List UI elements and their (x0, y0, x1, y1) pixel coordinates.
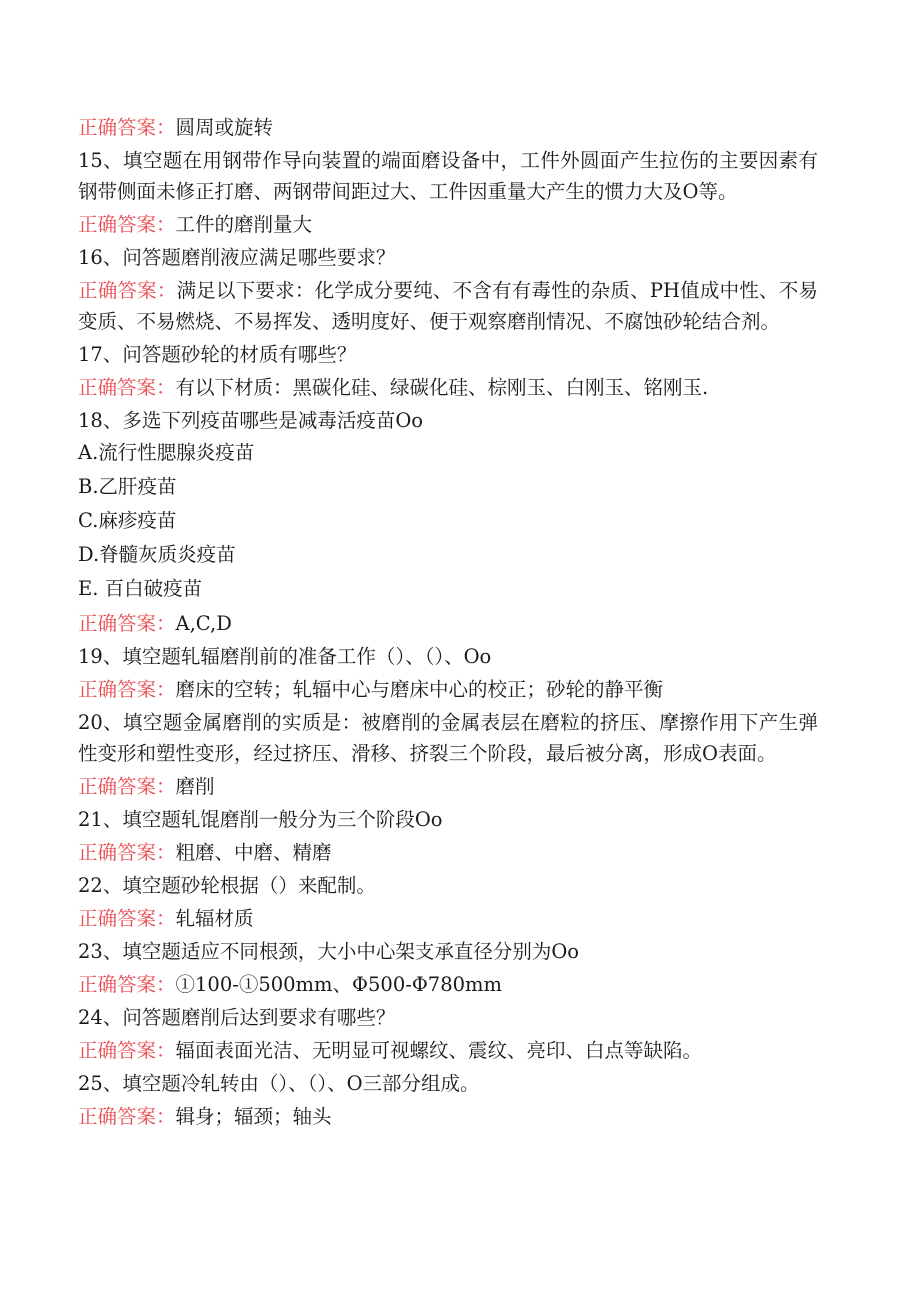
answer-block (78, 608, 818, 639)
answer-text: 辐面表面光洁、无明显可视螺纹、震纹、亮印、白点等缺陷。 (175, 1039, 703, 1062)
answer-label: 正确答案： (78, 973, 176, 996)
question-18: 18、多选下列疫苗哪些是减毒活疫苗Oo (78, 409, 424, 432)
question-25: 25、填空题冷轧转由（）、（）、O三部分组成。 (78, 1072, 480, 1095)
answer-label: 正确答案： (78, 907, 176, 930)
answer-text: ①100-①500mm、Φ500-Φ780mm (175, 973, 503, 996)
answer-label: 正确答案： (78, 1039, 176, 1062)
question-16: 16、问答题磨削液应满足哪些要求？ (78, 246, 396, 269)
answer-block (78, 1035, 818, 1066)
answer-block (78, 903, 818, 934)
question-23: 23、填空题适应不同根颈，大小中心架支承直径分别为Oo (78, 940, 580, 963)
answer-label: 正确答案： (78, 775, 176, 798)
option-b: B.乙肝疫苗 (78, 475, 177, 498)
question-19: 19、填空题轧辐磨削前的准备工作（）、（）、Oo (78, 645, 492, 668)
question-24: 24、问答题磨削后达到要求有哪些？ (78, 1006, 396, 1029)
question-22: 22、填空题砂轮根据（）来配制。 (78, 874, 376, 897)
answer-text: 工件的磨削量大 (175, 213, 313, 236)
answer-block (78, 209, 818, 240)
question-17: 17、问答题砂轮的材质有哪些？ (78, 343, 357, 366)
answer-block (78, 112, 818, 143)
answer-label: 正确答案： (78, 279, 177, 302)
answer-text: 磨削 (175, 775, 215, 798)
answer-label: 正确答案： (78, 116, 176, 139)
answer-label: 正确答案： (78, 612, 176, 635)
answer-text: A,C,D (175, 612, 232, 635)
answer-label: 正确答案： (78, 678, 176, 701)
question-21: 21、填空题轧馄磨削一般分为三个阶段Oo (78, 808, 443, 831)
answer-text: 磨床的空转；轧辐中心与磨床中心的校正；砂轮的静平衡 (175, 678, 664, 701)
option-d: D.脊髓灰质炎疫苗 (78, 543, 236, 566)
answer-block (78, 837, 818, 868)
answer-text: 粗磨、中磨、精磨 (175, 841, 332, 864)
answer-block (78, 275, 818, 337)
option-e: E. 百白破疫苗 (78, 577, 203, 600)
question-20: 20、填空题金属磨削的实质是：被磨削的金属表层在磨粒的挤压、摩擦作用下产生弹性变形和塑性变形，经过挤压、滑移、挤裂三个阶段，最后被分离，形成O表面。 (78, 711, 818, 765)
option-a: A.流行性腮腺炎疫苗 (78, 441, 255, 464)
answer-text: 满足以下要求：化学成分要纯、不含有有毒性的杂质、PH值成中性、不易变质、不易燃烧、不易挥发、透明度好、便于观察磨削情况、不腐蚀砂轮结合剂。 (78, 279, 818, 333)
answer-text: 辑身；辐颈；轴头 (175, 1105, 332, 1128)
answer-label: 正确答案： (78, 376, 176, 399)
answer-label: 正确答案： (78, 1105, 176, 1128)
answer-block (78, 969, 818, 1000)
document-page (78, 110, 818, 1132)
answer-block (78, 372, 818, 403)
answer-block (78, 771, 818, 802)
answer-block (78, 1101, 818, 1132)
answer-text: 圆周或旋转 (175, 116, 274, 139)
answer-label: 正确答案： (78, 213, 176, 236)
option-c: C.麻疹疫苗 (78, 509, 177, 532)
answer-text: 轧辐材质 (175, 907, 254, 930)
answer-block (78, 674, 818, 705)
answer-label: 正确答案： (78, 841, 176, 864)
answer-text: 有以下材质：黑碳化硅、绿碳化硅、棕刚玉、白刚玉、铭刚玉. (175, 376, 709, 399)
question-15: 15、填空题在用钢带作导向装置的端面磨设备中，工件外圆面产生拉伤的主要因素有钢带侧面未修正打磨、两钢带间距过大、工件因重量大产生的惯力大及O等。 (78, 149, 818, 203)
